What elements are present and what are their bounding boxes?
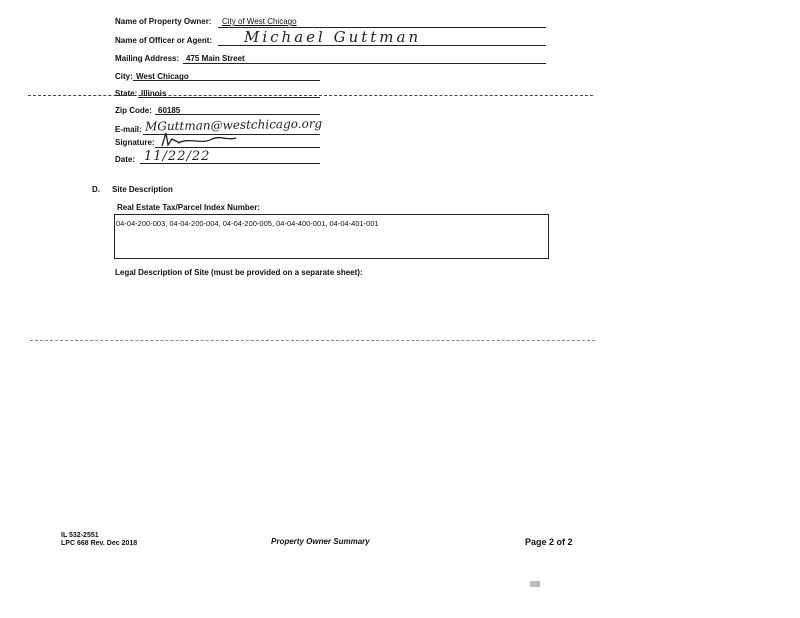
state-line — [138, 97, 320, 98]
agent-name-line — [218, 45, 546, 46]
zip-code-value: 60185 — [158, 106, 181, 115]
form-revision: LPC 668 Rev. Dec 2018 — [61, 540, 138, 547]
parcel-number-value: 04-04-200-003, 04-04-200-004, 04-04-200-005, 04-04-400-001, 04-04-401-001 — [116, 219, 379, 228]
signature-line — [155, 147, 320, 148]
scan-artifact-line — [30, 340, 595, 341]
parcel-number-label: Real Estate Tax/Parcel Index Number: — [117, 203, 261, 212]
form-id: IL 532-2551 — [61, 532, 99, 539]
zip-code-label: Zip Code: — [115, 106, 152, 115]
date-line — [140, 163, 320, 164]
mailing-address-label: Mailing Address: — [115, 54, 180, 63]
page-number: Page 2 of 2 — [525, 537, 573, 547]
owner-name-value: City of West Chicago — [222, 17, 297, 26]
mailing-address-line — [183, 63, 546, 64]
section-title: Site Description — [112, 185, 173, 194]
agent-name-label: Name of Officer or Agent: — [115, 36, 213, 45]
zip-code-line — [155, 114, 320, 115]
owner-name-label: Name of Property Owner: — [115, 17, 212, 26]
city-label: City: — [115, 72, 133, 81]
scan-artifact-line — [28, 95, 593, 96]
agent-name-handwritten: Michael Guttman — [244, 28, 422, 46]
section-letter: D. — [92, 185, 100, 194]
city-value: West Chicago — [136, 72, 189, 81]
date-label: Date: — [115, 155, 136, 164]
city-line — [133, 80, 320, 81]
mailing-address-value: 475 Main Street — [186, 54, 245, 63]
signature-label: Signature: — [115, 138, 155, 147]
date-handwritten: 11/22/22 — [144, 149, 211, 164]
state-label: State: — [115, 89, 138, 98]
signature-scribble — [150, 130, 240, 148]
email-handwritten: MGuttman@westchicago.org — [144, 116, 323, 134]
scan-stamp — [530, 581, 540, 587]
legal-description-label: Legal Description of Site (must be provided on a separate sheet): — [115, 268, 363, 277]
footer-document-title: Property Owner Summary — [271, 537, 370, 546]
email-label: E-mail: — [115, 125, 142, 134]
state-value: Illinois — [141, 89, 167, 98]
